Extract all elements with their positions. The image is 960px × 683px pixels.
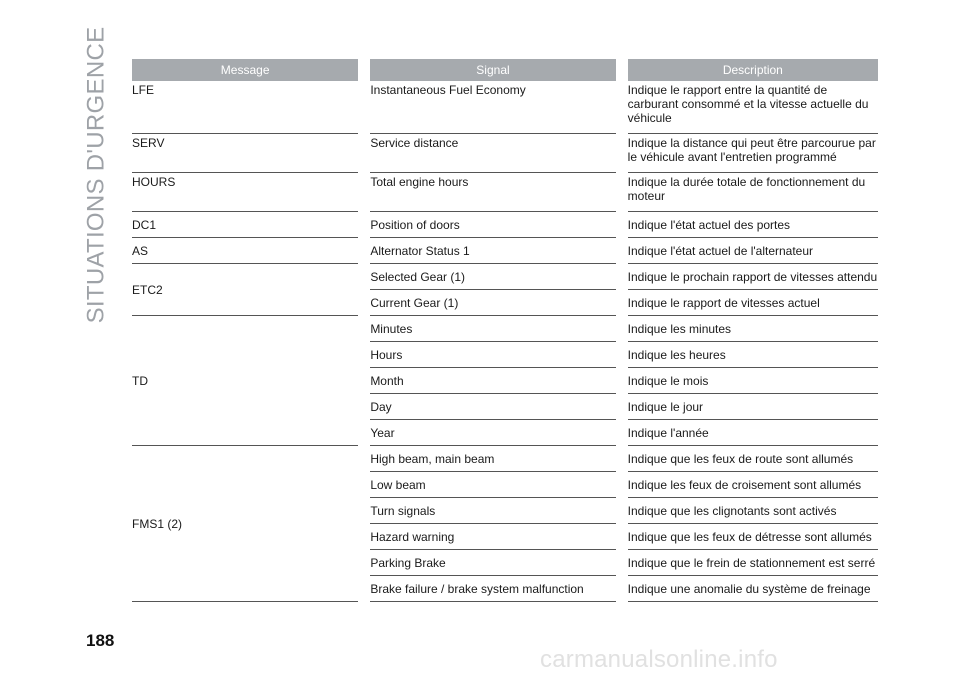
- page-number: 188: [86, 631, 115, 650]
- table-header-row: [132, 59, 878, 81]
- header-gap: [358, 59, 370, 81]
- description-cell: Indique que les feux de détresse sont allumés: [628, 524, 878, 550]
- message-signal-table: [132, 59, 878, 602]
- description-cell: Indique le jour: [628, 394, 878, 420]
- signal-cell: Day: [370, 394, 615, 420]
- header-message: Message: [132, 59, 358, 81]
- signal-cell: Minutes: [370, 316, 615, 342]
- signal-cell: Alternator Status 1: [370, 238, 615, 264]
- description-cell: Indique le prochain rapport de vitesses attendu: [628, 264, 878, 290]
- description-cell: Indique que les feux de route sont allumés: [628, 446, 878, 472]
- message-cell: HOURS: [132, 173, 358, 212]
- description-cell: Indique le rapport entre la quantité de carburant consommé et la vitesse actuelle du véhicule: [628, 81, 878, 134]
- message-cell: AS: [132, 238, 358, 264]
- description-cell: Indique l'état actuel des portes: [628, 212, 878, 238]
- table-row: [132, 212, 878, 238]
- table-row: [132, 173, 878, 212]
- header-signal: Signal: [370, 59, 615, 81]
- signal-cell: Service distance: [370, 134, 615, 173]
- description-cell: Indique le rapport de vitesses actuel: [628, 290, 878, 316]
- description-cell: Indique le mois: [628, 368, 878, 394]
- description-cell: Indique les heures: [628, 342, 878, 368]
- signal-cell: High beam, main beam: [370, 446, 615, 472]
- section-title-text: SITUATIONS D'URGENCE: [82, 26, 110, 324]
- header-description: Description: [628, 59, 878, 81]
- header-gap: [616, 59, 628, 81]
- signal-cell: Hours: [370, 342, 615, 368]
- message-cell: DC1: [132, 212, 358, 238]
- signal-cell: Month: [370, 368, 615, 394]
- signal-cell: Brake failure / brake system malfunction: [370, 576, 615, 602]
- watermark: carmanualsonline.info: [540, 646, 778, 673]
- description-cell: Indique la distance qui peut être parcourue par le véhicule avant l'entretien programmé: [628, 134, 878, 173]
- table-row: [132, 81, 878, 134]
- message-cell: ETC2: [132, 264, 358, 316]
- table-row: [132, 446, 878, 472]
- table-row: [132, 134, 878, 173]
- description-cell: Indique l'année: [628, 420, 878, 446]
- signal-cell: Low beam: [370, 472, 615, 498]
- description-cell: Indique les minutes: [628, 316, 878, 342]
- signal-cell: Year: [370, 420, 615, 446]
- table-row: [132, 316, 878, 342]
- message-cell: LFE: [132, 81, 358, 134]
- signal-cell: Total engine hours: [370, 173, 615, 212]
- signal-cell: Turn signals: [370, 498, 615, 524]
- signal-cell: Selected Gear (1): [370, 264, 615, 290]
- signal-cell: Position of doors: [370, 212, 615, 238]
- description-cell: Indique que les clignotants sont activés: [628, 498, 878, 524]
- table-row: [132, 238, 878, 264]
- table-row: [132, 264, 878, 290]
- description-cell: Indique la durée totale de fonctionnement du moteur: [628, 173, 878, 212]
- message-cell: SERV: [132, 134, 358, 173]
- signal-cell: Parking Brake: [370, 550, 615, 576]
- section-title: [82, 26, 110, 324]
- description-cell: Indique les feux de croisement sont allumés: [628, 472, 878, 498]
- description-cell: Indique l'état actuel de l'alternateur: [628, 238, 878, 264]
- description-cell: Indique que le frein de stationnement est serré: [628, 550, 878, 576]
- message-cell: TD: [132, 316, 358, 446]
- description-cell: Indique une anomalie du système de freinage: [628, 576, 878, 602]
- message-cell: FMS1 (2): [132, 446, 358, 602]
- signal-cell: Current Gear (1): [370, 290, 615, 316]
- signal-cell: Instantaneous Fuel Economy: [370, 81, 615, 134]
- signal-cell: Hazard warning: [370, 524, 615, 550]
